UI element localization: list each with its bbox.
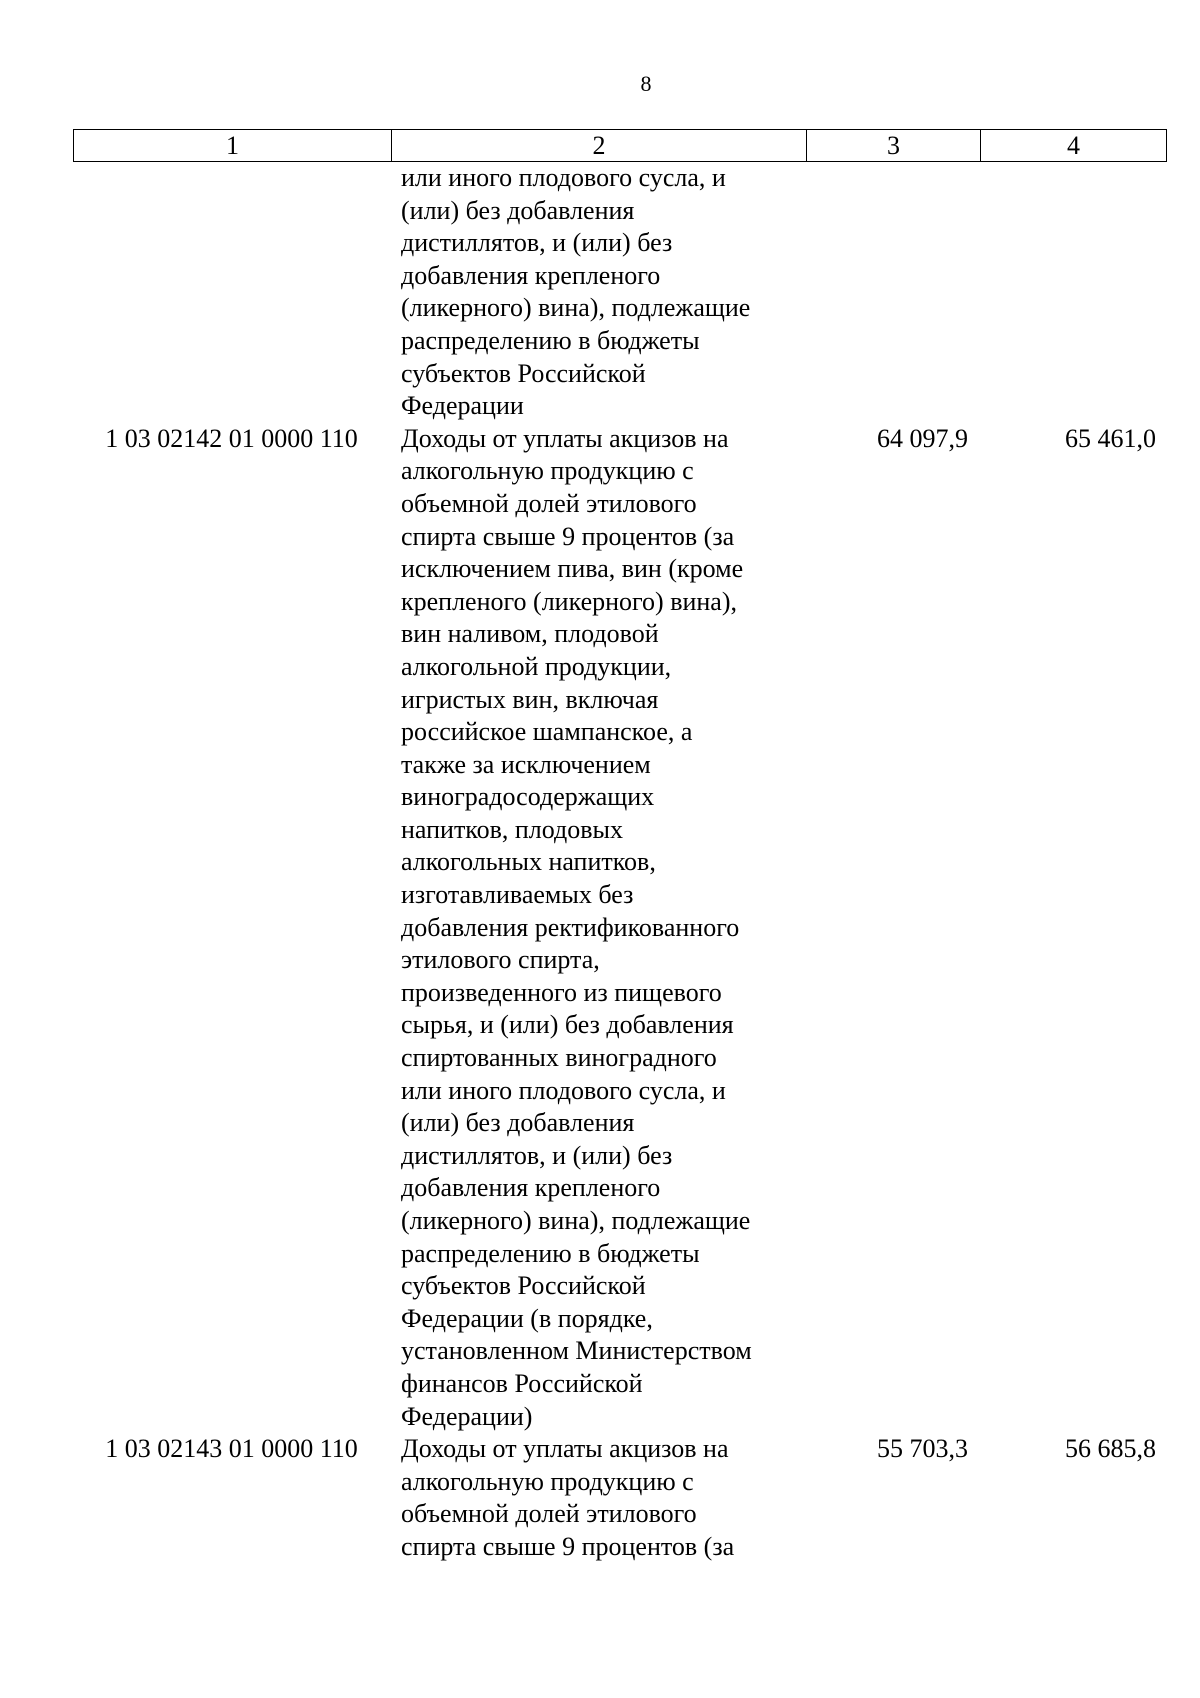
revenue-name-line: российское шампанское, а <box>401 717 693 747</box>
revenue-name-line: дистиллятов, и (или) без <box>401 1140 673 1170</box>
budget-code-cell: 1 03 02143 01 0000 110 <box>105 1434 358 1464</box>
revenue-name-line: игристых вин, включая <box>401 684 659 714</box>
revenue-name-line: также за исключением <box>401 749 651 779</box>
revenue-name-line: напитков, плодовых <box>401 814 624 844</box>
page-number: 8 <box>640 71 652 96</box>
table-row <box>73 162 1167 423</box>
revenue-name-line: крепленого (ликерного) вина), <box>401 586 737 616</box>
revenue-name-line: алкогольных напитков, <box>401 847 656 877</box>
revenue-name-line: исключением пива, вин (кроме <box>401 554 744 584</box>
revenue-name-line: алкогольную продукцию с <box>401 456 694 486</box>
revenue-name-line: Федерации (в порядке, <box>401 1303 653 1333</box>
revenue-name-cell <box>390 423 805 1433</box>
column-header-1: 1 <box>226 130 239 160</box>
revenue-name-line: распределению в бюджеты <box>401 325 700 355</box>
revenue-name-line: дистиллятов, и (или) без <box>401 228 673 258</box>
revenue-name-line: финансов Российской <box>401 1368 643 1398</box>
revenue-name-line: спирта свыше 9 процентов (за <box>401 521 735 551</box>
revenue-name-cell <box>390 162 805 423</box>
table-body <box>73 162 1167 1564</box>
revenue-name-cell <box>390 1433 805 1563</box>
revenue-name-line: спирта свыше 9 процентов (за <box>401 1531 735 1561</box>
revenue-name-line: установленном Министерством <box>401 1336 752 1366</box>
revenue-name-line: вин наливом, плодовой <box>401 619 659 649</box>
revenue-name-line: распределению в бюджеты <box>401 1238 700 1268</box>
column-header-2: 2 <box>391 130 806 161</box>
budget-code-cell: 1 03 02142 01 0000 110 <box>105 423 358 453</box>
revenue-name-line: или иного плодового сусла, и <box>401 1075 726 1105</box>
revenue-name-line: Доходы от уплаты акцизов на <box>401 423 729 453</box>
revenue-name-line: (ликерного) вина), подлежащие <box>401 293 751 323</box>
revenue-name-line: объемной долей этилового <box>401 488 697 518</box>
revenue-name-line: алкогольную продукцию с <box>401 1466 694 1496</box>
revenue-name-line: (ликерного) вина), подлежащие <box>401 1206 751 1235</box>
revenue-name-line: произведенного из пищевого <box>401 977 722 1007</box>
revenue-name-line: добавления ректификованного <box>401 912 740 942</box>
revenue-name-line: этилового спирта, <box>401 945 600 975</box>
revenue-name-line: виноградосодержащих <box>401 782 655 812</box>
amount-column-3-cell: 55 703,3 <box>877 1434 968 1464</box>
amount-column-4-cell: 65 461,0 <box>1065 423 1156 453</box>
table-header-row <box>73 129 1167 162</box>
revenue-name-line: Федерации) <box>401 1401 533 1431</box>
revenue-name-line: алкогольной продукции, <box>401 651 672 681</box>
column-header-4: 4 <box>980 130 1166 161</box>
column-header-3: 3 <box>806 130 980 161</box>
revenue-name-line: Федерации <box>401 391 524 421</box>
revenue-name-line: спиртованных виноградного <box>401 1043 717 1073</box>
revenue-name-line: изготавливаемых без <box>401 880 634 910</box>
table-row <box>73 1433 1167 1563</box>
revenue-name-line: (или) без добавления <box>401 195 635 225</box>
revenue-name-line: (или) без добавления <box>401 1108 635 1138</box>
amount-column-4-cell: 56 685,8 <box>1065 1434 1156 1464</box>
revenue-name-line: субъектов Российской <box>401 358 646 388</box>
revenue-name-line: добавления крепленого <box>401 1173 661 1203</box>
amount-column-3-cell: 64 097,9 <box>877 423 968 453</box>
table-row <box>73 423 1167 1433</box>
revenue-name-line: субъектов Российской <box>401 1271 646 1301</box>
revenue-name-line: сырья, и (или) без добавления <box>401 1010 734 1040</box>
revenue-name-line: или иного плодового сусла, и <box>401 163 726 192</box>
revenue-name-line: Доходы от уплаты акцизов на <box>401 1434 729 1464</box>
revenue-name-line: объемной долей этилового <box>401 1499 697 1529</box>
revenue-name-line: добавления крепленого <box>401 260 661 290</box>
